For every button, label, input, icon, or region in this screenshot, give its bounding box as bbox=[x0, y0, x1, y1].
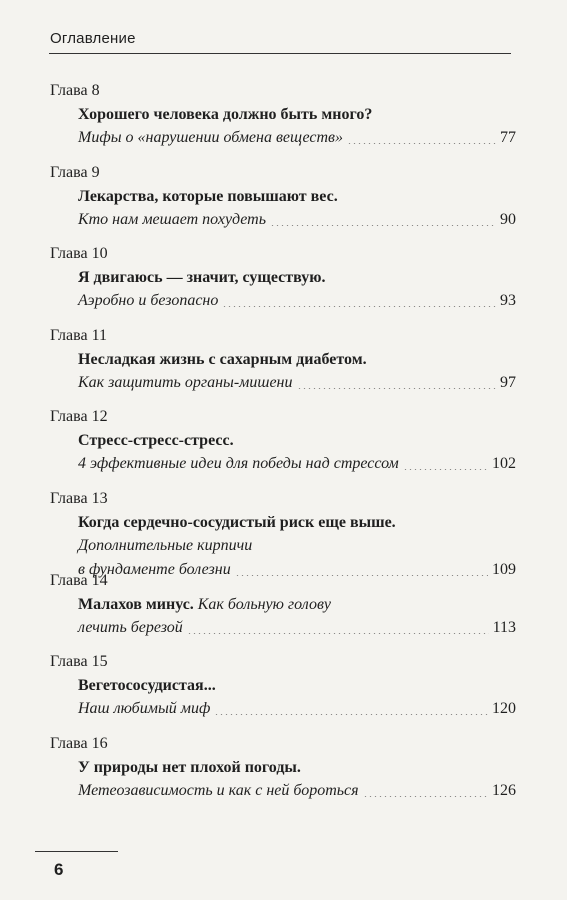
chapter-label: Глава 12 bbox=[50, 408, 108, 426]
chapter-title-text: Стресс-стресс-стресс. bbox=[78, 432, 234, 450]
chapter-block bbox=[78, 186, 516, 232]
chapter-label: Глава 14 bbox=[50, 571, 108, 589]
chapter-title-text: Лекарства, которые повышают вес. bbox=[78, 187, 338, 205]
chapter-subtitle: 4 эффективные идеи для победы над стрессом bbox=[78, 455, 399, 473]
chapter-title bbox=[78, 675, 516, 697]
dot-leader bbox=[297, 388, 497, 389]
chapter-block bbox=[78, 675, 516, 721]
chapter-title bbox=[78, 186, 516, 208]
chapter-label: Глава 13 bbox=[50, 489, 108, 507]
toc-entry bbox=[50, 488, 516, 578]
chapter-subtitle: Мифы о «нарушении обмена веществ» bbox=[78, 129, 343, 146]
chapter-title-text: Несладкая жизнь с сахарным диабетом. bbox=[78, 350, 367, 368]
chapter-label: Глава 15 bbox=[50, 653, 108, 671]
toc-row bbox=[78, 779, 516, 803]
toc-entry bbox=[50, 325, 516, 407]
toc-entry bbox=[50, 80, 516, 162]
chapter-block bbox=[78, 349, 516, 395]
chapter-title-text: Я двигаюсь — значит, существую. bbox=[78, 269, 326, 287]
toc-entry bbox=[50, 733, 516, 815]
dot-leader bbox=[363, 796, 488, 797]
toc-row bbox=[78, 697, 516, 721]
page-ref: 77 bbox=[500, 129, 516, 146]
chapter-block bbox=[78, 430, 516, 476]
table-of-contents bbox=[50, 80, 516, 814]
chapter-title bbox=[78, 267, 516, 289]
chapter-subtitle-inline: Как больную голову bbox=[197, 595, 331, 613]
page-ref: 102 bbox=[492, 455, 516, 473]
chapter-subtitle-line: Дополнительные кирпичи bbox=[78, 536, 253, 554]
chapter-label: Глава 11 bbox=[50, 326, 107, 344]
chapter-label: Глава 8 bbox=[50, 82, 100, 99]
toc-entry bbox=[50, 243, 516, 325]
chapter-title-text: Вегетососудистая... bbox=[78, 677, 216, 695]
chapter-block bbox=[78, 757, 516, 803]
chapter-block bbox=[78, 267, 516, 313]
chapter-title bbox=[78, 594, 516, 616]
toc-entry bbox=[50, 162, 516, 244]
chapter-label: Глава 9 bbox=[50, 163, 100, 181]
toc-entry bbox=[50, 406, 516, 488]
chapter-block bbox=[78, 104, 516, 150]
toc-row bbox=[78, 616, 516, 640]
chapter-title-text: Малахов минус. bbox=[78, 595, 194, 613]
dot-leader bbox=[214, 714, 488, 715]
chapter-title bbox=[78, 757, 516, 779]
toc-row bbox=[78, 371, 516, 395]
page-ref: 113 bbox=[492, 618, 516, 636]
page-ref: 90 bbox=[500, 210, 516, 228]
dot-leader bbox=[347, 143, 496, 144]
chapter-title-text: Хорошего человека должно быть много? bbox=[78, 106, 373, 123]
page-ref: 93 bbox=[500, 292, 516, 310]
toc-row bbox=[78, 289, 516, 313]
chapter-block bbox=[78, 594, 516, 640]
chapter-subtitle: Как защитить органы-мишени bbox=[78, 373, 293, 391]
page-ref: 126 bbox=[492, 781, 516, 799]
toc-row bbox=[78, 126, 516, 150]
dot-leader bbox=[187, 633, 489, 634]
header-rule bbox=[49, 53, 511, 54]
dot-leader bbox=[403, 469, 488, 470]
chapter-title bbox=[78, 512, 516, 534]
dot-leader bbox=[235, 575, 488, 576]
dot-leader bbox=[222, 306, 496, 307]
chapter-title bbox=[78, 349, 516, 371]
running-header: Оглавление bbox=[50, 30, 136, 47]
footer-rule bbox=[35, 851, 118, 852]
chapter-subtitle: лечить березой bbox=[78, 618, 183, 636]
chapter-subtitle: в фундаменте болезни bbox=[78, 560, 231, 578]
toc-row bbox=[78, 452, 516, 476]
toc-row bbox=[78, 208, 516, 232]
chapter-subtitle: Аэробно и безопасно bbox=[78, 292, 219, 310]
chapter-subtitle: Метеозависимость и как с ней бороться bbox=[78, 781, 359, 799]
page-ref: 109 bbox=[492, 560, 516, 578]
chapter-title-text: Когда сердечно-сосудистый риск еще выше. bbox=[78, 513, 396, 531]
page-ref: 97 bbox=[500, 373, 516, 391]
page-ref: 120 bbox=[492, 700, 516, 718]
chapter-subtitle: Кто нам мешает похудеть bbox=[78, 210, 267, 228]
page-number: 6 bbox=[54, 860, 64, 879]
chapter-title bbox=[78, 430, 516, 452]
dot-leader bbox=[270, 225, 496, 226]
chapter-title bbox=[78, 104, 516, 126]
chapter-title-text: У природы нет плохой погоды. bbox=[78, 758, 301, 776]
chapter-label: Глава 10 bbox=[50, 245, 108, 263]
toc-entry bbox=[50, 651, 516, 733]
chapter-label: Глава 16 bbox=[50, 734, 108, 752]
chapter-subtitle: Наш любимый миф bbox=[78, 700, 211, 718]
